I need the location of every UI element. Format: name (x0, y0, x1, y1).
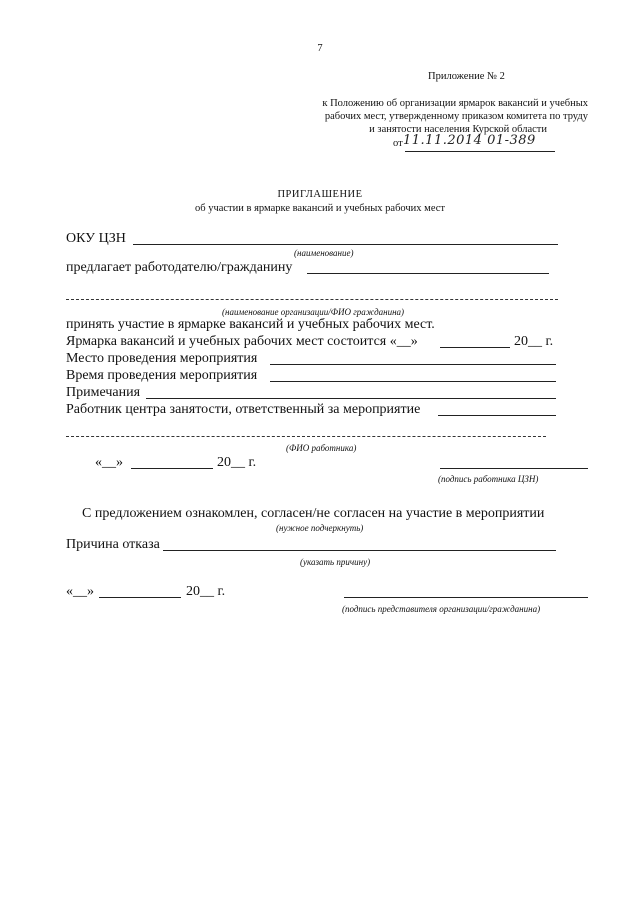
offers-label: предлагает работодателю/гражданину (66, 260, 293, 275)
ack-statement: С предложением ознакомлен, согласен/не согласен на участие в мероприятии (82, 506, 545, 521)
document-subtitle: об участии в ярмарке вакансий и учебных рабочих мест (194, 203, 445, 214)
appendix-date-prefix: от (393, 138, 403, 149)
rep-signature-line[interactable] (344, 597, 588, 598)
appendix-date-line (405, 151, 555, 152)
appendix-title: Приложение № 2 (428, 71, 505, 82)
refusal-field-line[interactable] (163, 550, 556, 551)
rep-signature-caption: (подпись представителя организации/гражданина) (342, 604, 541, 614)
document-title: ПРИГЛАШЕНИЕ (277, 189, 363, 200)
fair-month-field-line[interactable] (440, 347, 510, 348)
appendix-line-2: рабочих мест, утвержденному приказом комитета по труду (324, 111, 588, 122)
notes-field-line[interactable] (146, 398, 556, 399)
notes-label: Примечания (66, 385, 141, 400)
fair-year-text: 20__ г. (514, 334, 554, 349)
employee-field-line[interactable] (438, 415, 556, 416)
rep-date-year: 20__ г. (186, 584, 226, 599)
take-part-text: принять участие в ярмарке вакансий и учебных рабочих мест. (66, 317, 435, 332)
appendix-line-1: к Положению об организации ярмарок вакансий и учебных (322, 98, 588, 109)
offers-field-line[interactable] (307, 273, 549, 274)
organization-caption: (наименование организации/ФИО гражданина) (222, 307, 405, 317)
ack-underline-note: (нужное подчеркнуть) (276, 523, 364, 533)
czn-date-month-line[interactable] (131, 468, 213, 469)
appendix-line-3: и занятости населения Курской области (369, 124, 547, 135)
oku-czn-label: ОКУ ЦЗН (66, 231, 126, 246)
employee-name-field-line[interactable] (66, 436, 546, 437)
oku-czn-caption: (наименование) (294, 248, 354, 258)
employee-caption: (ФИО работника) (286, 443, 357, 453)
czn-signature-line[interactable] (440, 468, 588, 469)
rep-date-month-line[interactable] (99, 597, 181, 598)
time-label: Время проведения мероприятия (66, 368, 258, 383)
handwritten-date-number: 11.11.2014 01-389 (403, 133, 536, 148)
organization-field-line[interactable] (66, 299, 558, 300)
czn-date-quote: «__» (95, 455, 123, 470)
venue-label: Место проведения мероприятия (66, 351, 258, 366)
page-number: 7 (317, 43, 323, 54)
oku-czn-field-line[interactable] (133, 244, 558, 245)
czn-date-year: 20__ г. (217, 455, 257, 470)
time-field-line[interactable] (270, 381, 556, 382)
fair-date-text: Ярмарка вакансий и учебных рабочих мест состоится «__» (66, 334, 418, 349)
venue-field-line[interactable] (270, 364, 556, 365)
refusal-caption: (указать причину) (300, 557, 371, 567)
rep-date-quote: «__» (66, 584, 94, 599)
refusal-label: Причина отказа (66, 537, 160, 552)
czn-signature-caption: (подпись работника ЦЗН) (438, 474, 539, 484)
employee-label: Работник центра занятости, ответственный за мероприятие (66, 402, 421, 417)
